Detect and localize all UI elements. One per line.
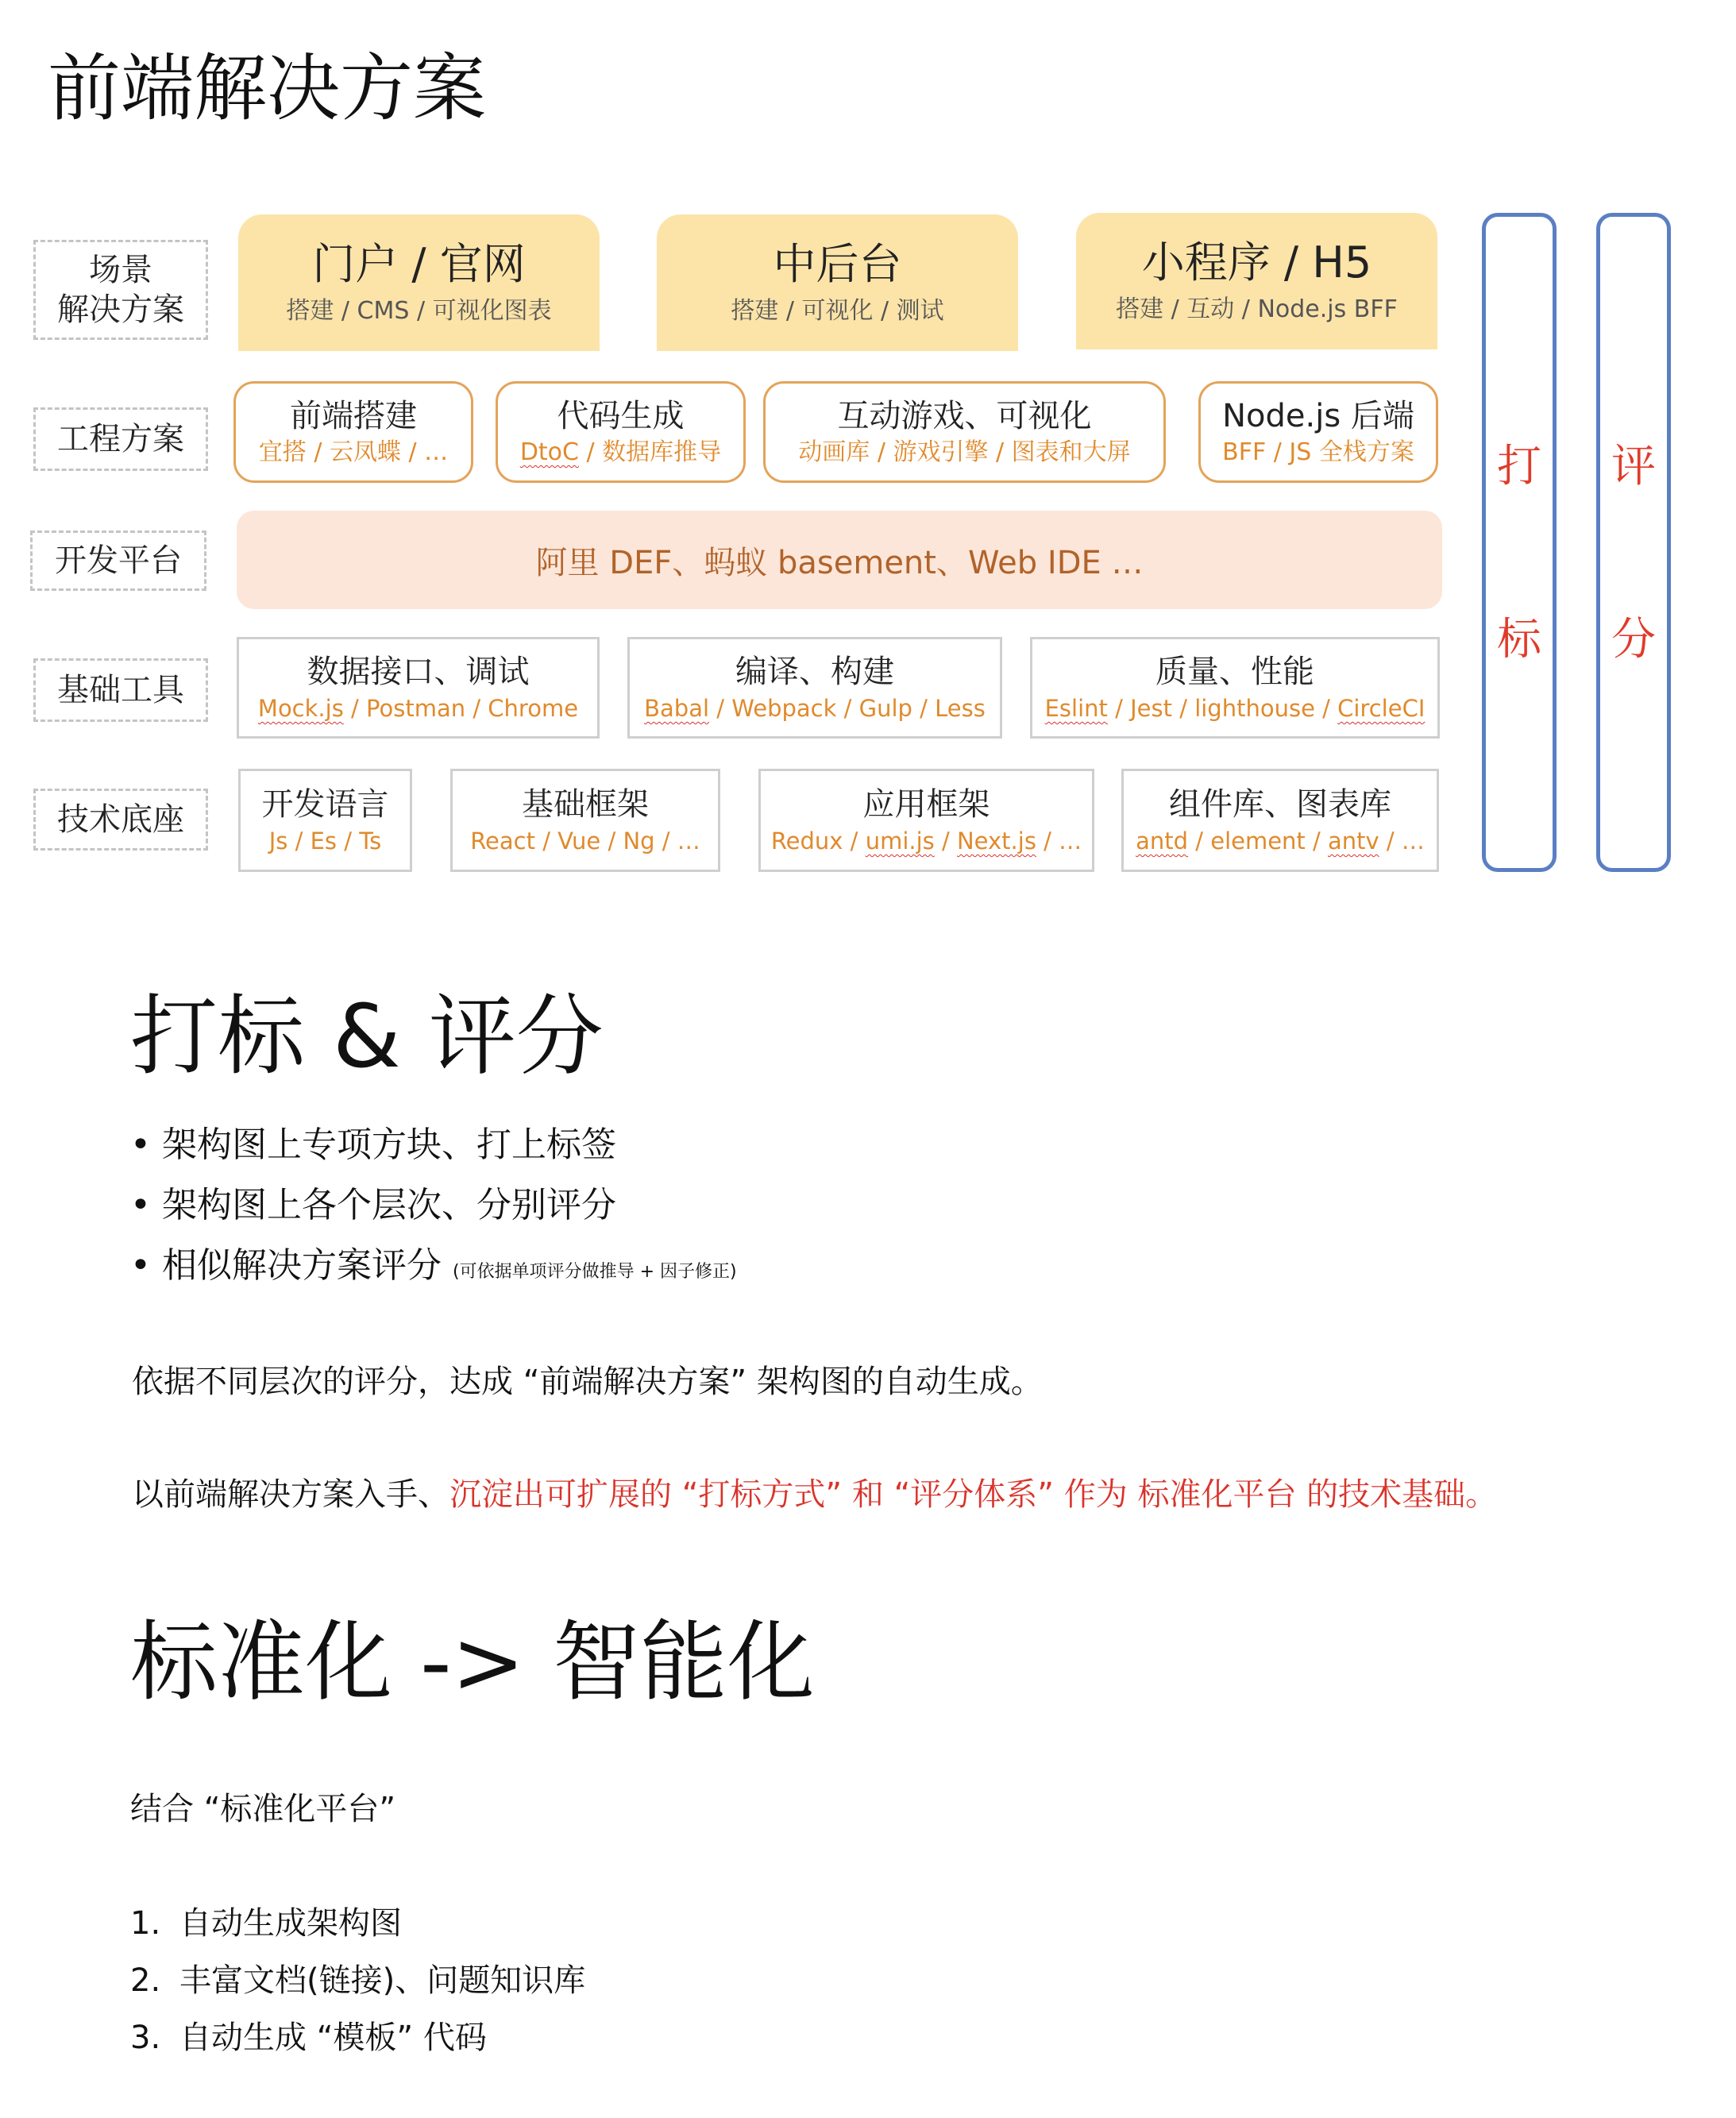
base-card-language	[238, 769, 412, 872]
list-item	[130, 1895, 1083, 1952]
section-heading-intelligence: 标准化 -> 智能化	[130, 1611, 815, 1713]
tool-card-subtitle	[258, 692, 578, 724]
side-box-score-char-1: 评	[1611, 441, 1656, 492]
list-item-text: 相似解决方案评分	[162, 1245, 442, 1286]
ordered-feature-list	[130, 1895, 1083, 2066]
spell-underlined-text: antv	[1328, 828, 1379, 855]
row-label-scene-text: 场景 解决方案	[57, 252, 184, 328]
tool-card-subtitle-rest: / Webpack / Gulp / Less	[709, 695, 986, 722]
row-label-tools-text: 基础工具	[57, 672, 184, 708]
dev-platform-bar: 阿里 DEF、蚂蚁 basement、Web IDE …	[237, 511, 1442, 609]
spell-underlined-text: CircleCI	[1337, 695, 1425, 722]
base-card-component-lib	[1121, 769, 1439, 872]
base-card-app-framework	[758, 769, 1094, 872]
side-box-mark-char-2: 标	[1497, 614, 1541, 665]
side-box-score-char-2: 分	[1611, 614, 1656, 665]
row-label-platform	[30, 530, 206, 591]
tool-card-title: 质量、性能	[1155, 654, 1314, 690]
row-label-tools	[33, 658, 208, 722]
scene-card-subtitle: 搭建 / 可视化 / 测试	[731, 297, 944, 325]
scene-card-subtitle: 搭建 / CMS / 可视化图表	[286, 297, 552, 325]
scene-card-subtitle: 搭建 / 互动 / Node.js BFF	[1116, 295, 1398, 323]
base-card-subtitle	[771, 825, 1082, 857]
base-card-subtitle	[1136, 825, 1425, 857]
tool-card-subtitle	[1045, 692, 1425, 724]
row-label-base	[33, 789, 208, 851]
paragraph-intro: 结合 “标准化平台”	[130, 1791, 396, 1827]
row-label-scene	[33, 240, 208, 340]
eng-card-subtitle: BFF / JS 全栈方案	[1222, 438, 1414, 466]
base-card-subtitle-part: / …	[1036, 828, 1082, 855]
eng-card-subtitle: 宜搭 / 云凤蝶 / …	[258, 438, 449, 466]
tool-card-build	[627, 637, 1002, 739]
eng-card-title: 互动游戏、可视化	[837, 398, 1092, 434]
row-label-engineering	[33, 407, 208, 471]
list-item-number: 2.	[130, 1962, 161, 1999]
base-card-title: 开发语言	[261, 786, 389, 823]
spell-underlined-text: Next.js	[956, 828, 1036, 855]
eng-card-frontend-build	[233, 381, 473, 483]
paragraph-foundation	[132, 1472, 1497, 1517]
list-item	[130, 1175, 1083, 1236]
list-item-note: (可依据单项评分做推导 + 因子修正)	[453, 1262, 737, 1282]
eng-card-subtitle	[520, 437, 721, 469]
spell-underlined-text: DtoC	[519, 438, 579, 466]
base-card-subtitle-part: /	[934, 828, 957, 855]
row-label-engineering-text: 工程方案	[57, 421, 184, 457]
tool-card-subtitle-rest: / Postman / Chrome	[343, 695, 579, 722]
list-item-text: 自动生成 “模板” 代码	[179, 2020, 487, 2056]
list-item-number: 1.	[130, 1905, 161, 1942]
paragraph-foundation-lead: 以前端解决方案入手、	[132, 1476, 449, 1513]
paragraph-foundation-highlight: 沉淀出可扩展的 “打标方式” 和 “评分体系” 作为 标准化平台 的技术基础。	[449, 1476, 1498, 1513]
paragraph-auto-generate: 依据不同层次的评分，达成 “前端解决方案” 架构图的自动生成。	[132, 1364, 1043, 1400]
list-item-text: 架构图上专项方块、打上标签	[162, 1125, 616, 1165]
list-item	[130, 1115, 1083, 1175]
spell-underlined-text: Eslint	[1044, 695, 1108, 722]
scene-card-title: 门户 / 官网	[312, 239, 526, 289]
spell-underlined-text: Mock.js	[257, 695, 344, 722]
tool-card-api	[237, 637, 600, 739]
eng-card-title: 代码生成	[557, 398, 685, 434]
side-box-score	[1596, 213, 1671, 872]
eng-card-interactive	[763, 381, 1166, 483]
base-card-subtitle-part: Redux /	[770, 828, 866, 855]
base-card-title: 组件库、图表库	[1169, 786, 1391, 823]
row-label-platform-text: 开发平台	[55, 542, 182, 579]
scene-card-title: 中后台	[773, 239, 902, 289]
section-heading-tagging: 打标 & 评分	[130, 986, 604, 1087]
tagging-bullet-list	[130, 1115, 1083, 1302]
list-item	[130, 1236, 1083, 1302]
tool-card-title: 数据接口、调试	[307, 654, 530, 690]
base-card-title: 基础框架	[522, 786, 649, 823]
tool-card-subtitle-rest: / Jest / lighthouse /	[1107, 695, 1338, 722]
base-card-subtitle: Js / Es / Ts	[268, 828, 382, 855]
spell-underlined-text: Babal	[644, 695, 710, 722]
side-box-mark	[1482, 213, 1557, 872]
tool-card-quality	[1030, 637, 1440, 739]
list-item-number: 3.	[130, 2020, 161, 2056]
spell-underlined-text: antd	[1136, 828, 1189, 855]
scene-card-portal	[238, 214, 600, 351]
base-card-subtitle-part: / …	[1379, 828, 1425, 855]
row-label-base-text: 技术底座	[57, 801, 184, 838]
eng-card-codegen	[496, 381, 746, 483]
list-item	[130, 1952, 1083, 2009]
base-card-title: 应用框架	[862, 786, 990, 823]
eng-card-nodejs	[1198, 381, 1438, 483]
side-box-mark-char-1: 打	[1497, 441, 1541, 492]
base-card-framework	[450, 769, 720, 872]
eng-card-subtitle: 动画库 / 游戏引擎 / 图表和大屏	[798, 438, 1131, 466]
base-card-subtitle: React / Vue / Ng / …	[470, 828, 700, 855]
eng-card-title: 前端搭建	[290, 398, 417, 434]
eng-card-title: Node.js 后端	[1222, 398, 1414, 434]
base-card-subtitle-part: / element /	[1188, 828, 1329, 855]
list-item-text: 丰富文档(链接)、问题知识库	[179, 1962, 586, 1999]
list-item	[130, 2009, 1083, 2066]
spell-underlined-text: umi.js	[865, 828, 935, 855]
list-item-text: 架构图上各个层次、分别评分	[162, 1185, 616, 1225]
eng-card-subtitle-rest: / 数据库推导	[578, 438, 722, 466]
tool-card-subtitle	[644, 692, 986, 724]
list-item-text: 自动生成架构图	[179, 1905, 402, 1942]
page-title: 前端解决方案	[48, 46, 487, 131]
scene-card-miniapp	[1076, 213, 1437, 349]
scene-card-admin	[657, 214, 1018, 351]
tool-card-title: 编译、构建	[735, 654, 894, 690]
scene-card-title: 小程序 / H5	[1141, 237, 1372, 287]
